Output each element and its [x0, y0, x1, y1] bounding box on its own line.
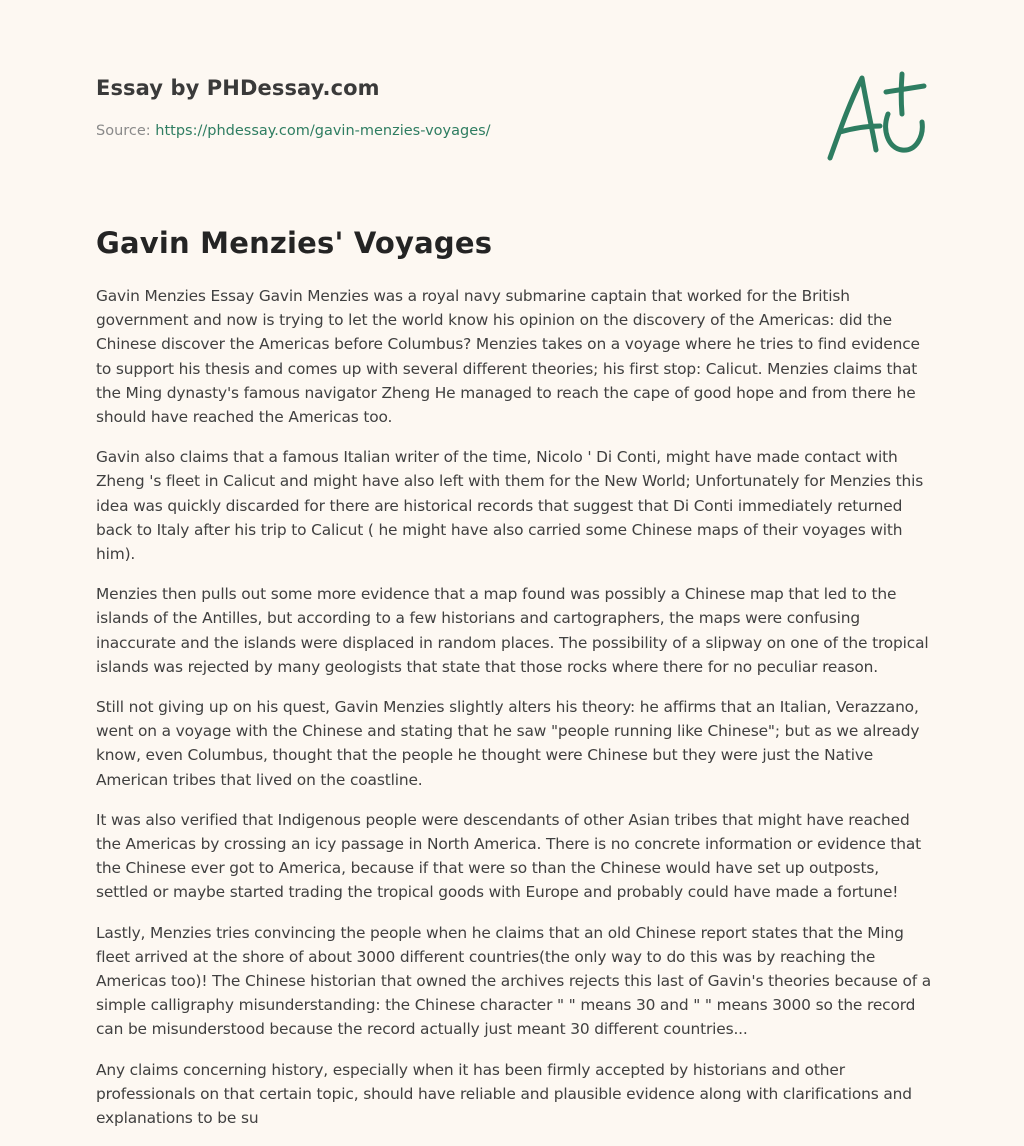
letter-a-outline: [830, 78, 876, 158]
a-plus-grade-icon: [822, 66, 932, 166]
essay-paragraph: Still not giving up on his quest, Gavin Menzies slightly alters his theory: he affirms that an Italian, Verazzano, went on a voyage with the Chinese and stating that he saw "people running like Chinese"; but as we already know, even Columbus, thought that the people he thought were Chinese but they were just the Native American tribes that lived on the coastline.: [96, 698, 920, 789]
essay-body: [96, 284, 932, 1146]
essay-paragraph: Lastly, Menzies tries convincing the people when he claims that an old Chinese report states that the Ming fleet arrived at the shore of about 3000 different countries(the only way to do this was by reaching the Americas too)! The Chinese historian that owned the archives rejects this last of Gavin's theories because of a simple calligraphy misunderstanding: the Chinese character " " means 30 and " " means 3000 so the record can be misunderstood because the record actually just meant 30 different countries...: [96, 923, 932, 1039]
essay-paragraph: Any claims concerning history, especially when it has been firmly accepted by historians and other professionals on that certain topic, should have reliable and plausible evidence along with clarifications and explanations to be su: [96, 1060, 912, 1128]
essay-paragraph: Menzies then pulls out some more evidence that a map found was possibly a Chinese map that led to the islands of the Antilles, but according to a few historians and cartographers, the maps were confusing inaccurate and the islands were displaced in random places. The possibility of a slipway on one of the tropical islands was rejected by many geologists that state that those rocks where there for no peculiar reason.: [96, 585, 929, 676]
essay-paragraph: It was also verified that Indigenous people were descendants of other Asian tribes that might have reached the Americas by crossing an icy passage in North America. There is no concrete information or evidence that the Chinese ever got to America, because if that were so than the Chinese would have set up outposts, settled or maybe started trading the tropical goods with Europe and probably could have made a fortune!: [96, 810, 922, 902]
plus-vertical: [901, 74, 902, 114]
plus-loop: [886, 114, 923, 150]
source-label: Source:: [96, 123, 156, 139]
source-line: [96, 123, 491, 139]
plus-horizontal: [886, 86, 924, 92]
essay-paragraph: Gavin also claims that a famous Italian writer of the time, Nicolo ' Di Conti, might have made contact with Zheng 's fleet in Calicut and might have also left with them for the New World; Unfortunately for Menzies this idea was quickly discarded for there are historical records that suggest that Di Conti immediately returned back to Italy after his trip to Calicut ( he might have also carried some Chinese maps of their voyages with him).: [96, 448, 924, 564]
essay-title: Gavin Menzies' Voyages: [96, 226, 493, 260]
source-link[interactable]: https://phdessay.com/gavin-menzies-voyages/: [155, 123, 491, 139]
site-brand: Essay by PHDessay.com: [96, 76, 380, 100]
essay-paragraph: Gavin Menzies Essay Gavin Menzies was a royal navy submarine captain that worked for the British government and now is trying to let the world know his opinion on the discovery of the Americas: did the Chinese discover the Americas before Columbus? Menzies takes on a voyage where he tries to find evidence to support his thesis and comes up with several different theories; his first stop: Calicut. Menzies claims that the Ming dynasty's famous navigator Zheng He managed to reach the cape of good hope and from there he should have reached the Americas too.: [96, 287, 920, 427]
logo-strokes: [830, 74, 924, 158]
